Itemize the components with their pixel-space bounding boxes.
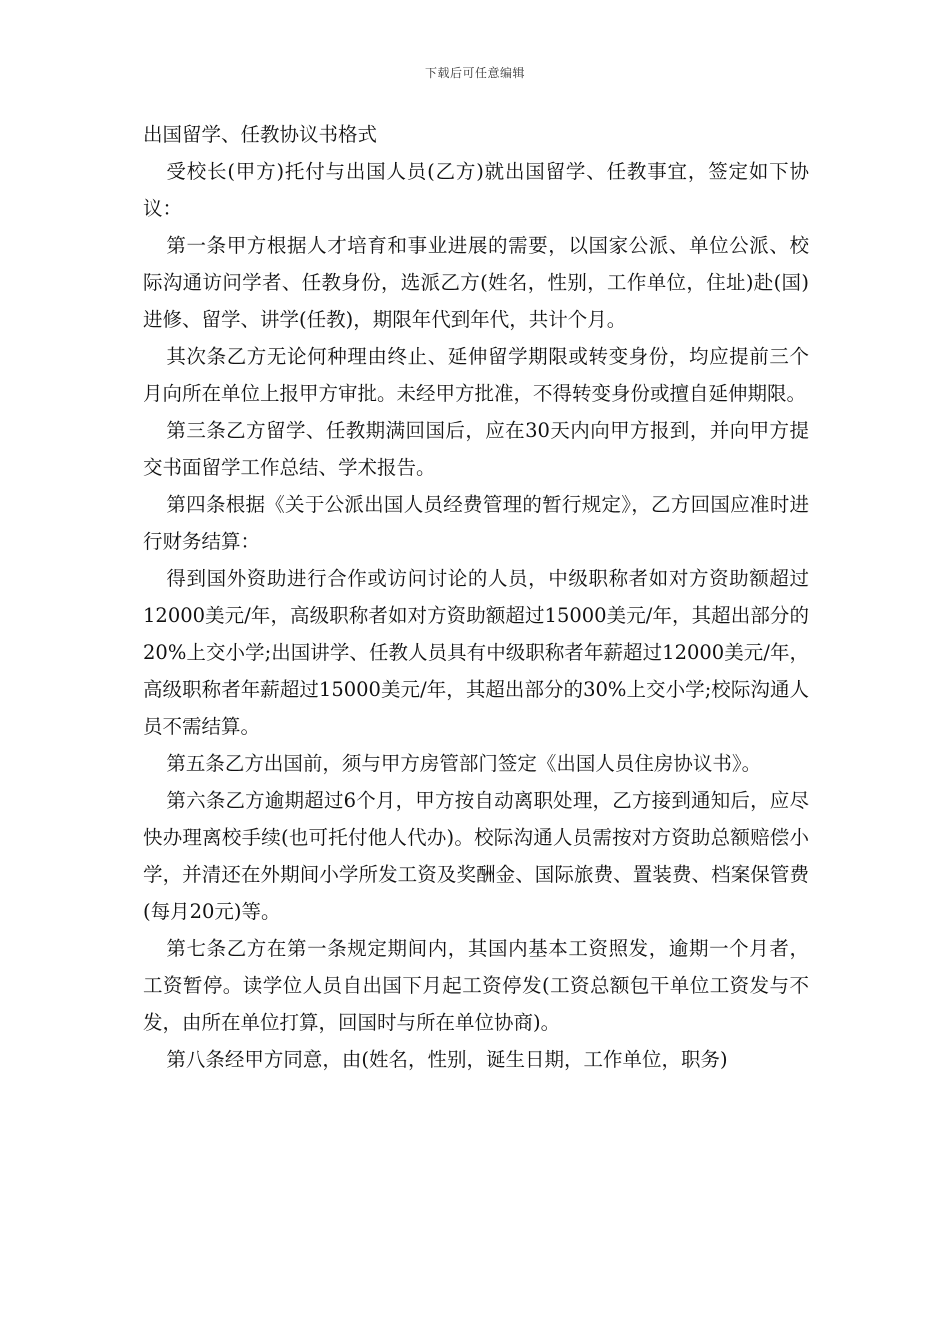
paragraph-article-3: 第三条乙方留学、任教期满回国后，应在30天内向甲方报到，并向甲方提交书面留学工作总结、学术报告。 — [143, 419, 809, 479]
paragraph-article-4: 第四条根据《关于公派出国人员经费管理的暂行规定》，乙方回国应准时进行财务结算： — [143, 493, 809, 553]
paragraph-article-4-detail: 得到国外资助进行合作或访问讨论的人员，中级职称者如对方资助额超过12000美元/年，高级职称者如对方资助额超过15000美元/年，其超出部分的20%上交小学;出国讲学、任教人员具有中级职称者年薪超过12000美元/年，高级职称者年薪超过15000美元/年，其超出部分的30%上交小学;校际沟通人员不需结算。 — [143, 567, 809, 738]
paragraph-article-2: 其次条乙方无论何种理由终止、延伸留学期限或转变身份，均应提前三个月向所在单位上报甲方审批。未经甲方批准，不得转变身份或擅自延伸期限。 — [143, 345, 809, 405]
document-body — [143, 116, 809, 1078]
paragraph-preamble: 受校长(甲方)托付与出国人员(乙方)就出国留学、任教事宜，签定如下协议： — [143, 160, 809, 220]
paragraph-article-5: 第五条乙方出国前，须与甲方房管部门签定《出国人员住房协议书》。 — [166, 752, 762, 775]
paragraph-article-8: 第八条经甲方同意，由(姓名，性别，诞生日期，工作单位，职务) — [166, 1048, 728, 1071]
paragraph-article-6: 第六条乙方逾期超过6个月，甲方按自动离职处理，乙方接到通知后，应尽快办理离校手续(也可托付他人代办)。校际沟通人员需按对方资助总额赔偿小学，并清还在外期间小学所发工资及奖酬金、国际旅费、置装费、档案保管费(每月20元)等。 — [143, 789, 809, 923]
page-header: 下载后可任意编辑 — [424, 66, 525, 80]
paragraph-article-7: 第七条乙方在第一条规定期间内，其国内基本工资照发，逾期一个月者，工资暂停。读学位人员自出国下月起工资停发(工资总额包干单位工资发与不发，由所在单位打算，回国时与所在单位协商)。 — [143, 937, 809, 1034]
document-title: 出国留学、任教协议书格式 — [143, 123, 378, 146]
paragraph-article-1: 第一条甲方根据人才培育和事业进展的需要，以国家公派、单位公派、校际沟通访问学者、任教身份，选派乙方(姓名，性别，工作单位，住址)赴(国)进修、留学、讲学(任教)，期限年代到年代，共计个月。 — [143, 234, 809, 331]
